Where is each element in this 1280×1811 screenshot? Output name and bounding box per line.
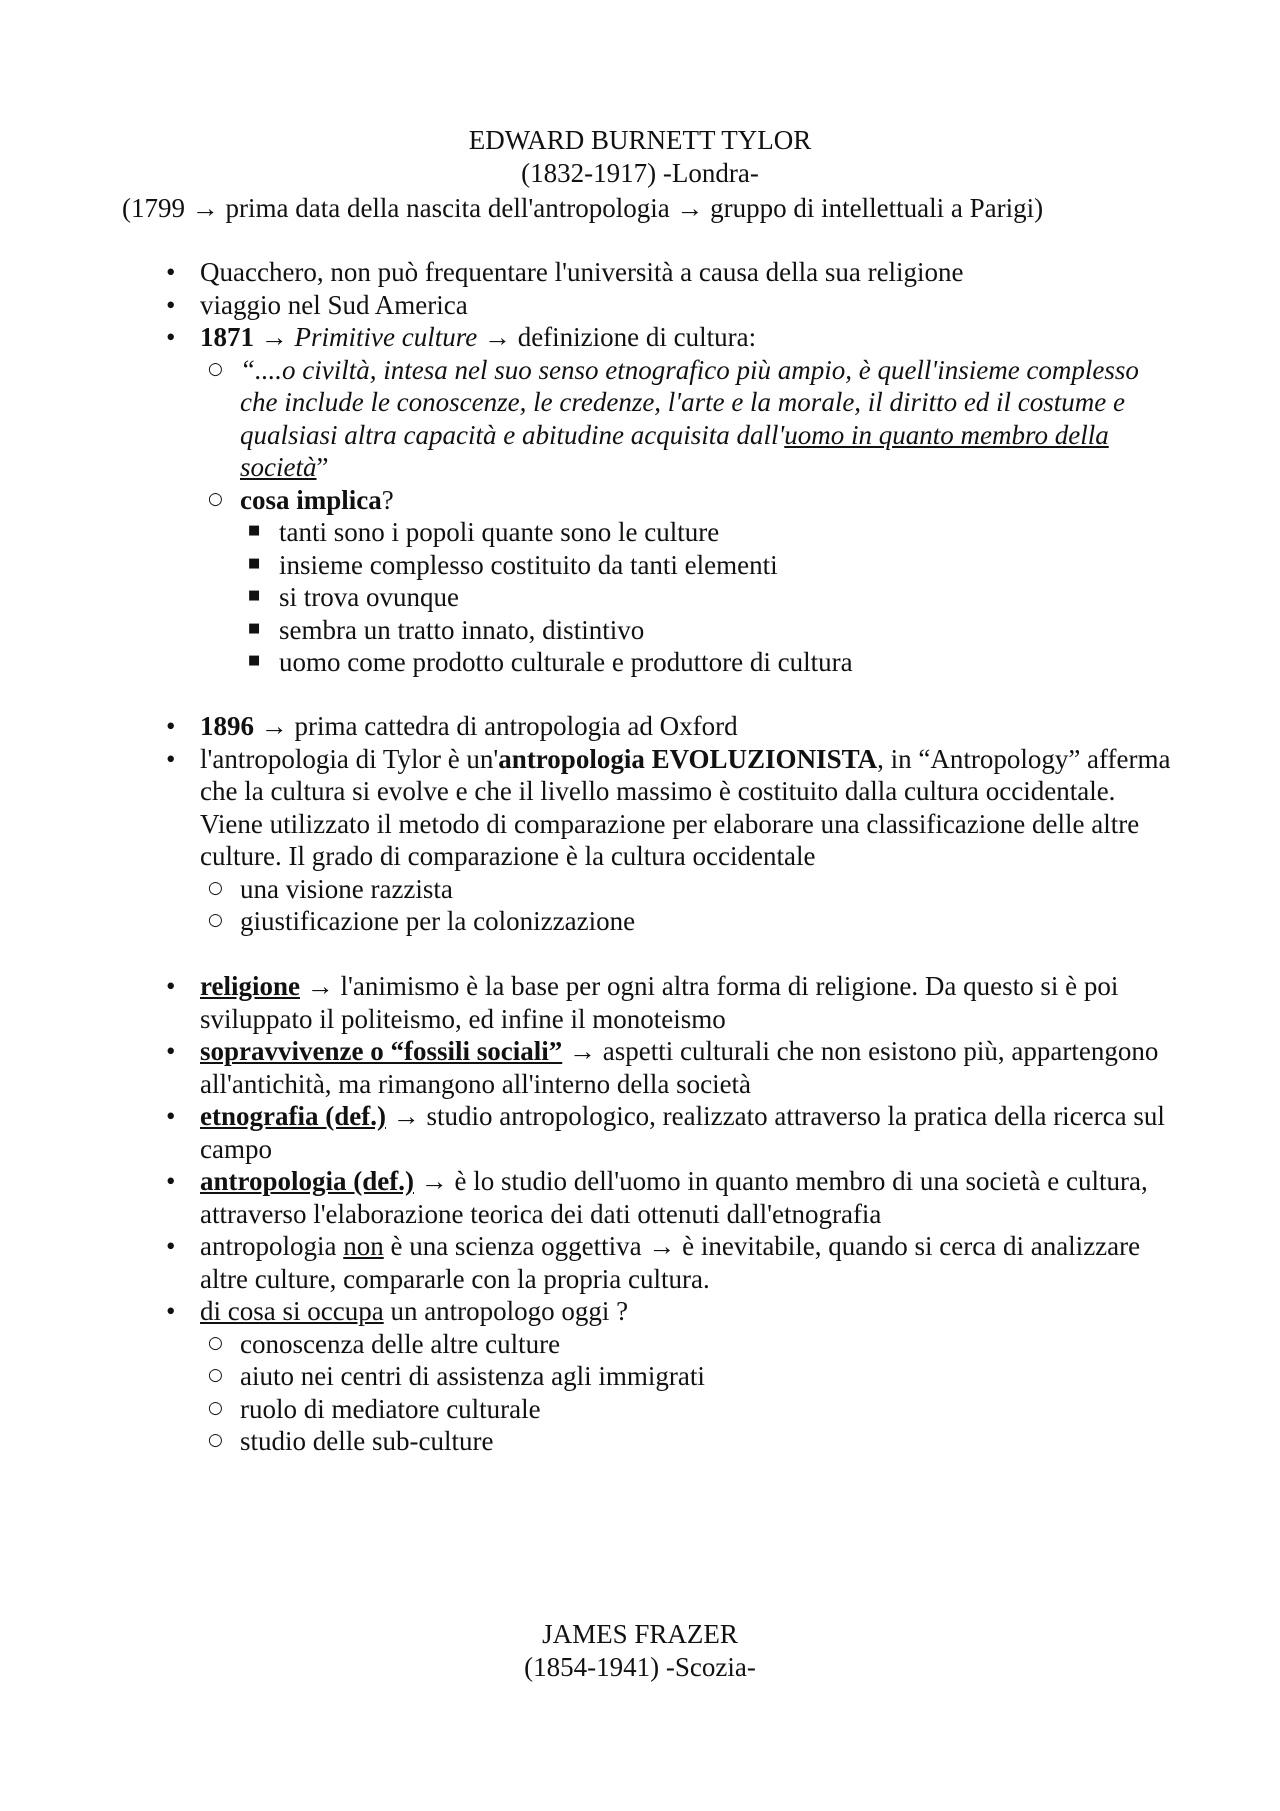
tylor-dates: (1832-1917) -Londra-: [521, 157, 759, 188]
list-item: • di cosa si occupa un antropologo oggi ? ○ conoscenza delle altre culture ○ aiuto nei centri di assistenza agli immigrati ○ ruolo di mediatore culturale ○ studio delle sub-culture: [200, 1295, 1180, 1458]
list-item: • sopravvivenze o “fossili sociali” → aspetti culturali che non esistono più, appartengono all'antichità, ma rimangono all'interno della società: [200, 1035, 1180, 1100]
list-item: ○ aiuto nei centri di assistenza agli immigrati: [240, 1360, 1180, 1393]
list-item: • Quacchero, non può frequentare l'università a causa della sua religione: [200, 256, 1180, 289]
list-item: • 1896 → prima cattedra di antropologia ad Oxford: [200, 710, 1180, 743]
tylor-title: EDWARD BURNETT TYLOR: [468, 125, 812, 155]
frazer-dates: (1854-1941) -Scozia-: [524, 1651, 756, 1682]
list-item: ○ giustificazione per la colonizzazione: [240, 905, 1180, 938]
list-item: • l'antropologia di Tylor è un'antropologia EVOLUZIONISTA, in “Antropology” afferma che la cultura si evolve e che il livello massimo è costituito dalla cultura occidentale. Viene utilizzato il metodo di comparazione per elaborare una classificazione delle altre culture. Il grado di comparazione è la cultura occidentale ○ una visione razzista ○ giustificazione per la colonizzazione: [200, 743, 1180, 938]
tylor-bullets: [200, 256, 1180, 679]
list-item: ■ sembra un tratto innato, distintivo: [279, 614, 1180, 647]
frazer-heading: [0, 1618, 1280, 1683]
year-1871: 1871: [200, 322, 254, 352]
list-item: ○ conoscenza delle altre culture: [240, 1328, 1180, 1361]
list-item: • antropologia (def.) → è lo studio dell'uomo in quanto membro di una società e cultura, attraverso l'elaborazione teorica dei dati ottenuti dall'etnografia: [200, 1165, 1180, 1230]
list-item: ■ uomo come prodotto culturale e produttore di cultura: [279, 646, 1180, 679]
list-item: • 1871 → Primitive culture → definizione di cultura: ○ “....o civiltà, intesa nel suo senso etnografico più ampio, è quell'insieme complesso che include le conoscenze, le credenze, l'arte e la morale, il diritto ed il costume e qualsiasi altra capacità e abitudine acquisita dall'uomo in quanto membro della società” ○ cosa implica? ■ tanti sono i popoli quante sono le culture ■ insieme complesso costituito da tanti elementi ■ si trova ovunque ■ sembra un tratto innato, distintivo ■ uomo come prodotto culturale e produttore di cultura: [200, 321, 1180, 679]
list-item: • religione → l'animismo è la base per ogni altra forma di religione. Da questo si è poi sviluppato il politeismo, ed infine il monoteismo: [200, 970, 1180, 1035]
list-item: ○ cosa implica? ■ tanti sono i popoli quante sono le culture ■ insieme complesso costituito da tanti elementi ■ si trova ovunque ■ sembra un tratto innato, distintivo ■ uomo come prodotto culturale e produttore di cultura: [240, 484, 1180, 679]
anthropology-birth-note: (1799 → prima data della nascita dell'antropologia → gruppo di intellettuali a Parigi): [122, 193, 1044, 223]
list-item: ■ tanti sono i popoli quante sono le culture: [279, 516, 1180, 549]
book-title: Primitive culture: [294, 322, 478, 352]
list-item: ○ ruolo di mediatore culturale: [240, 1393, 1180, 1426]
culture-definition-quote: ○ “....o civiltà, intesa nel suo senso etnografico più ampio, è quell'insieme complesso che include le conoscenze, le credenze, l'arte e la morale, il diritto ed il costume e qualsiasi altra capacità e abitudine acquisita dall'uomo in quanto membro della società”: [240, 354, 1180, 484]
tylor-heading: [0, 124, 1280, 189]
list-item: • antropologia non è una scienza oggettiva → è inevitabile, quando si cerca di analizzare altre culture, compararle con la propria cultura.: [200, 1230, 1180, 1295]
list-item: ○ studio delle sub-culture: [240, 1425, 1180, 1458]
evolution-bullets: [200, 710, 1180, 938]
list-item: ■ insieme complesso costituito da tanti elementi: [279, 549, 1180, 582]
list-item: • etnografia (def.) → studio antropologico, realizzato attraverso la pratica della ricerca sul campo: [200, 1100, 1180, 1165]
list-item: ○ una visione razzista: [240, 873, 1180, 906]
definitions-bullets: [200, 970, 1180, 1458]
list-item: • viaggio nel Sud America: [200, 289, 1180, 322]
list-item: ■ si trova ovunque: [279, 581, 1180, 614]
frazer-title: JAMES FRAZER: [542, 1619, 738, 1649]
